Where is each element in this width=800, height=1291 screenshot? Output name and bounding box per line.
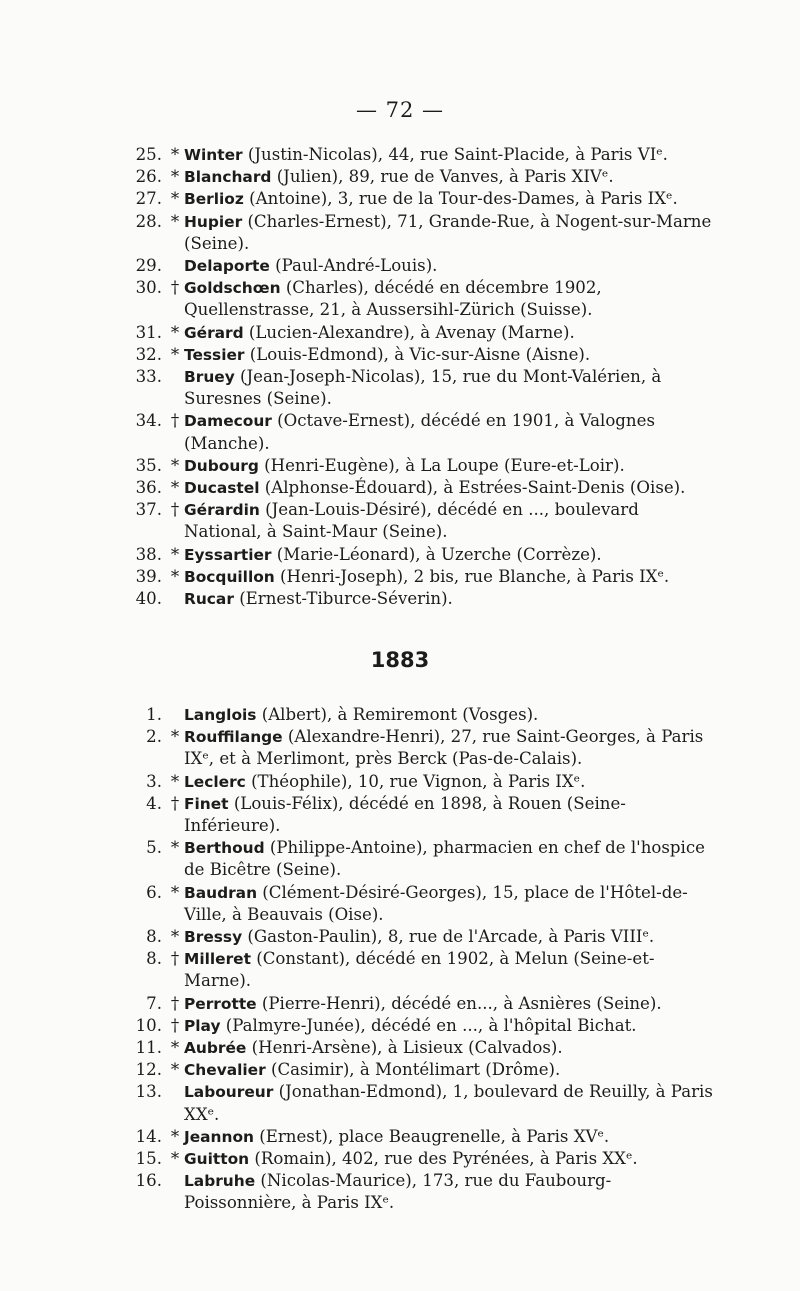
entry-text	[184, 211, 714, 255]
person-details: (Ernest), place Beaugrenelle, à Paris XVᵉ.	[254, 1126, 610, 1146]
entry-marker: *	[170, 727, 180, 747]
entry-marker: *	[170, 167, 180, 187]
entry-number: 14.	[135, 1126, 162, 1146]
person-details: (Philippe-Antoine), pharmacien en chef de l'hospice de Bicêtre (Seine).	[184, 838, 705, 880]
entry-marker: *	[170, 927, 180, 947]
entry-text	[184, 477, 714, 499]
entry-text	[184, 926, 714, 948]
entry-text	[184, 1126, 714, 1148]
person-surname: Laboureur	[184, 1083, 274, 1102]
person-details: (Julien), 89, rue de Vanves, à Paris XIVᵉ.	[271, 167, 614, 187]
entry-marker	[166, 588, 184, 610]
person-details: (Jean-Joseph-Nicolas), 15, rue du Mont-Valérien, à Suresnes (Seine).	[184, 367, 662, 409]
person-details: (Charles), décédé en décembre 1902, Quellenstrasse, 21, à Aussersihl-Zürich (Suisse).	[184, 278, 602, 320]
entry-number: 28.	[135, 211, 162, 231]
entry-text	[184, 1170, 714, 1214]
entry-marker: †	[170, 793, 180, 813]
person-surname: Rouffilange	[184, 728, 283, 747]
list-entry	[132, 771, 714, 793]
entry-number: 11.	[135, 1038, 162, 1058]
list-entry	[132, 366, 714, 410]
entry-number: 37.	[135, 500, 162, 520]
entry-marker: *	[170, 189, 180, 209]
entry-text	[184, 255, 714, 277]
page-number: — 72 —	[355, 98, 445, 122]
entry-number: 3.	[146, 771, 162, 791]
person-details: (Palmyre-Junée), décédé en ..., à l'hôpital Bichat.	[220, 1015, 637, 1035]
entry-number: 26.	[135, 167, 162, 187]
list-entry	[132, 188, 714, 210]
list-entry	[132, 566, 714, 588]
entry-number: 12.	[135, 1060, 162, 1080]
list-entry	[132, 1037, 714, 1059]
person-details: (Octave-Ernest), décédé en 1901, à Valognes (Manche).	[184, 411, 655, 453]
person-surname: Delaporte	[184, 257, 270, 276]
entry-text	[184, 166, 714, 188]
person-surname: Berlioz	[184, 190, 244, 209]
list-entry	[132, 588, 714, 610]
entry-number: 7.	[146, 993, 162, 1013]
entry-number: 6.	[146, 882, 162, 902]
entry-text	[184, 993, 714, 1015]
entry-marker: *	[170, 322, 180, 342]
entry-marker: †	[170, 1015, 180, 1035]
person-details: (Paul-André-Louis).	[269, 256, 438, 276]
person-details: (Albert), à Remiremont (Vosges).	[256, 705, 539, 724]
entry-marker: *	[170, 211, 180, 231]
list-entry	[132, 1059, 714, 1081]
person-surname: Bruey	[184, 368, 235, 387]
person-surname: Play	[184, 1016, 221, 1035]
entry-text	[184, 882, 714, 926]
entry-number: 15.	[135, 1149, 162, 1169]
list-entry	[132, 1148, 714, 1170]
person-surname: Rucar	[184, 590, 234, 609]
list-entry	[132, 255, 714, 277]
list-entry	[132, 704, 714, 726]
person-surname: Baudran	[184, 883, 258, 902]
person-details: (Jonathan-Edmond), 1, boulevard de Reuilly, à Paris XXᵉ.	[184, 1082, 713, 1124]
list-entry	[132, 837, 714, 881]
entry-text	[184, 188, 714, 210]
entry-marker: *	[170, 771, 180, 791]
entry-marker: *	[170, 882, 180, 902]
list-entry	[132, 1081, 714, 1125]
person-surname: Dubourg	[184, 456, 259, 475]
list-entry	[132, 499, 714, 543]
entry-number: 10.	[135, 1015, 162, 1035]
entry-marker: *	[170, 1126, 180, 1146]
person-details: (Ernest-Tiburce-Séverin).	[233, 589, 453, 609]
entry-text	[184, 499, 714, 543]
entry-marker: †	[170, 500, 180, 520]
person-surname: Leclerc	[184, 772, 246, 791]
entry-text	[184, 544, 714, 566]
person-surname: Damecour	[184, 412, 272, 431]
list-entry	[132, 455, 714, 477]
entry-marker	[166, 255, 184, 277]
entry-text	[184, 837, 714, 881]
entry-number: 25.	[135, 145, 162, 164]
list-entry	[132, 477, 714, 499]
person-details: (Nicolas-Maurice), 173, rue du Faubourg-Poissonnière, à Paris IXᵉ.	[184, 1171, 612, 1213]
entry-text	[184, 144, 714, 166]
entry-text	[184, 1081, 714, 1125]
entry-marker	[166, 1081, 184, 1125]
person-surname: Finet	[184, 794, 229, 813]
entry-text	[184, 726, 714, 770]
entry-marker	[166, 1170, 184, 1214]
person-surname: Gérardin	[184, 501, 260, 520]
entry-marker: †	[170, 949, 180, 969]
list-entry	[132, 277, 714, 321]
list-entry	[132, 948, 714, 992]
entry-marker: †	[170, 278, 180, 298]
person-surname: Winter	[184, 146, 243, 164]
entry-text	[184, 948, 714, 992]
entry-number: 39.	[135, 566, 162, 586]
person-details: (Lucien-Alexandre), à Avenay (Marne).	[243, 322, 575, 342]
entry-text	[184, 1148, 714, 1170]
entry-number: 32.	[135, 344, 162, 364]
entry-marker: *	[170, 544, 180, 564]
list-entry	[132, 166, 714, 188]
person-surname: Blanchard	[184, 168, 272, 187]
entry-marker: *	[170, 566, 180, 586]
entry-marker	[166, 366, 184, 410]
entry-text	[184, 344, 714, 366]
entry-text	[184, 366, 714, 410]
list-entry	[132, 344, 714, 366]
entry-marker: †	[170, 411, 180, 431]
entry-marker: *	[170, 1149, 180, 1169]
entry-marker: *	[170, 478, 180, 498]
entry-number: 31.	[135, 322, 162, 342]
entry-number: 33.	[135, 367, 162, 387]
person-details: (Henri-Eugène), à La Loupe (Eure-et-Loir).	[258, 455, 625, 475]
entry-number: 27.	[135, 189, 162, 209]
list-entry	[132, 211, 714, 255]
entry-text	[184, 277, 714, 321]
entry-marker	[166, 704, 184, 726]
list-entry	[132, 793, 714, 837]
list-entry	[132, 882, 714, 926]
entry-number: 8.	[146, 927, 162, 947]
entry-marker: †	[170, 993, 180, 1013]
person-surname: Gérard	[184, 323, 244, 342]
entry-text	[184, 704, 714, 726]
entry-text	[184, 1037, 714, 1059]
entry-marker: *	[170, 838, 180, 858]
person-details: (Théophile), 10, rue Vignon, à Paris IXᵉ.	[245, 771, 586, 791]
list-entry	[132, 1015, 714, 1037]
entry-number: 1.	[146, 705, 162, 724]
person-details: (Romain), 402, rue des Pyrénées, à Paris XXᵉ.	[249, 1149, 638, 1169]
person-details: (Pierre-Henri), décédé en..., à Asnières (Seine).	[256, 993, 662, 1013]
entry-marker: *	[170, 145, 180, 164]
person-details: (Marie-Léonard), à Uzerche (Corrèze).	[271, 544, 602, 564]
person-surname: Jeannon	[184, 1127, 254, 1146]
person-surname: Tessier	[184, 345, 245, 364]
entry-number: 5.	[146, 838, 162, 858]
person-details: (Constant), décédé en 1902, à Melun (Seine-et-Marne).	[184, 949, 655, 991]
person-surname: Milleret	[184, 950, 251, 969]
person-surname: Ducastel	[184, 479, 260, 498]
entry-number: 40.	[135, 589, 162, 609]
year-heading: 1883	[370, 648, 430, 672]
entry-number: 8.	[146, 949, 162, 969]
person-surname: Chevalier	[184, 1061, 266, 1080]
person-details: (Antoine), 3, rue de la Tour-des-Dames, à Paris IXᵉ.	[243, 189, 678, 209]
entry-marker: *	[170, 1060, 180, 1080]
entry-marker: *	[170, 344, 180, 364]
person-details: (Justin-Nicolas), 44, rue Saint-Placide, à Paris VIᵉ.	[242, 145, 668, 164]
entry-text	[184, 410, 714, 454]
entry-text	[184, 455, 714, 477]
list-entry	[132, 1126, 714, 1148]
entry-marker: *	[170, 455, 180, 475]
list-entry	[132, 926, 714, 948]
entry-number: 36.	[135, 478, 162, 498]
person-surname: Bocquillon	[184, 567, 275, 586]
person-surname: Bressy	[184, 928, 243, 947]
entry-number: 38.	[135, 544, 162, 564]
entry-number: 4.	[146, 793, 162, 813]
person-surname: Eyssartier	[184, 545, 272, 564]
member-list-previous-year	[132, 144, 714, 610]
member-list-1883	[132, 704, 714, 1215]
entry-text	[184, 771, 714, 793]
person-surname: Langlois	[184, 706, 257, 724]
person-details: (Alexandre-Henri), 27, rue Saint-Georges, à Paris IXᵉ, et à Merlimont, près Berck (Pas-de-Calais).	[184, 727, 704, 769]
entry-text	[184, 322, 714, 344]
person-surname: Berthoud	[184, 839, 265, 858]
person-details: (Clément-Désiré-Georges), 15, place de l'Hôtel-de-Ville, à Beauvais (Oise).	[184, 882, 688, 924]
person-details: (Henri-Joseph), 2 bis, rue Blanche, à Paris IXᵉ.	[274, 566, 670, 586]
list-entry	[132, 322, 714, 344]
entry-text	[184, 1059, 714, 1081]
list-entry	[132, 1170, 714, 1214]
person-details: (Jean-Louis-Désiré), décédé en ..., boulevard National, à Saint-Maur (Seine).	[184, 500, 639, 542]
person-details: (Casimir), à Montélimart (Drôme).	[265, 1060, 561, 1080]
entry-number: 34.	[135, 411, 162, 431]
entry-number: 29.	[135, 256, 162, 276]
person-surname: Goldschœn	[184, 279, 281, 298]
entry-text	[184, 793, 714, 837]
person-surname: Labruhe	[184, 1172, 256, 1191]
person-surname: Aubrée	[184, 1039, 247, 1058]
entry-number: 16.	[135, 1171, 162, 1191]
entry-number: 35.	[135, 455, 162, 475]
entry-text	[184, 1015, 714, 1037]
person-surname: Perrotte	[184, 994, 257, 1013]
person-details: (Henri-Arsène), à Lisieux (Calvados).	[246, 1038, 563, 1058]
list-entry	[132, 726, 714, 770]
person-details: (Louis-Edmond), à Vic-sur-Aisne (Aisne).	[244, 344, 591, 364]
person-details: (Louis-Félix), décédé en 1898, à Rouen (Seine-Inférieure).	[184, 793, 626, 836]
person-surname: Guitton	[184, 1150, 250, 1169]
entry-number: 13.	[135, 1082, 162, 1102]
entry-number: 30.	[135, 278, 162, 298]
person-details: (Gaston-Paulin), 8, rue de l'Arcade, à Paris VIIIᵉ.	[242, 927, 655, 947]
entry-number: 2.	[146, 727, 162, 747]
entry-text	[184, 566, 714, 588]
list-entry	[132, 144, 714, 166]
entry-marker: *	[170, 1038, 180, 1058]
person-surname: Hupier	[184, 212, 243, 231]
entry-text	[184, 588, 714, 610]
person-details: (Alphonse-Édouard), à Estrées-Saint-Denis (Oise).	[259, 478, 686, 498]
list-entry	[132, 544, 714, 566]
list-entry	[132, 993, 714, 1015]
person-details: (Charles-Ernest), 71, Grande-Rue, à Nogent-sur-Marne (Seine).	[184, 211, 712, 253]
list-entry	[132, 410, 714, 454]
